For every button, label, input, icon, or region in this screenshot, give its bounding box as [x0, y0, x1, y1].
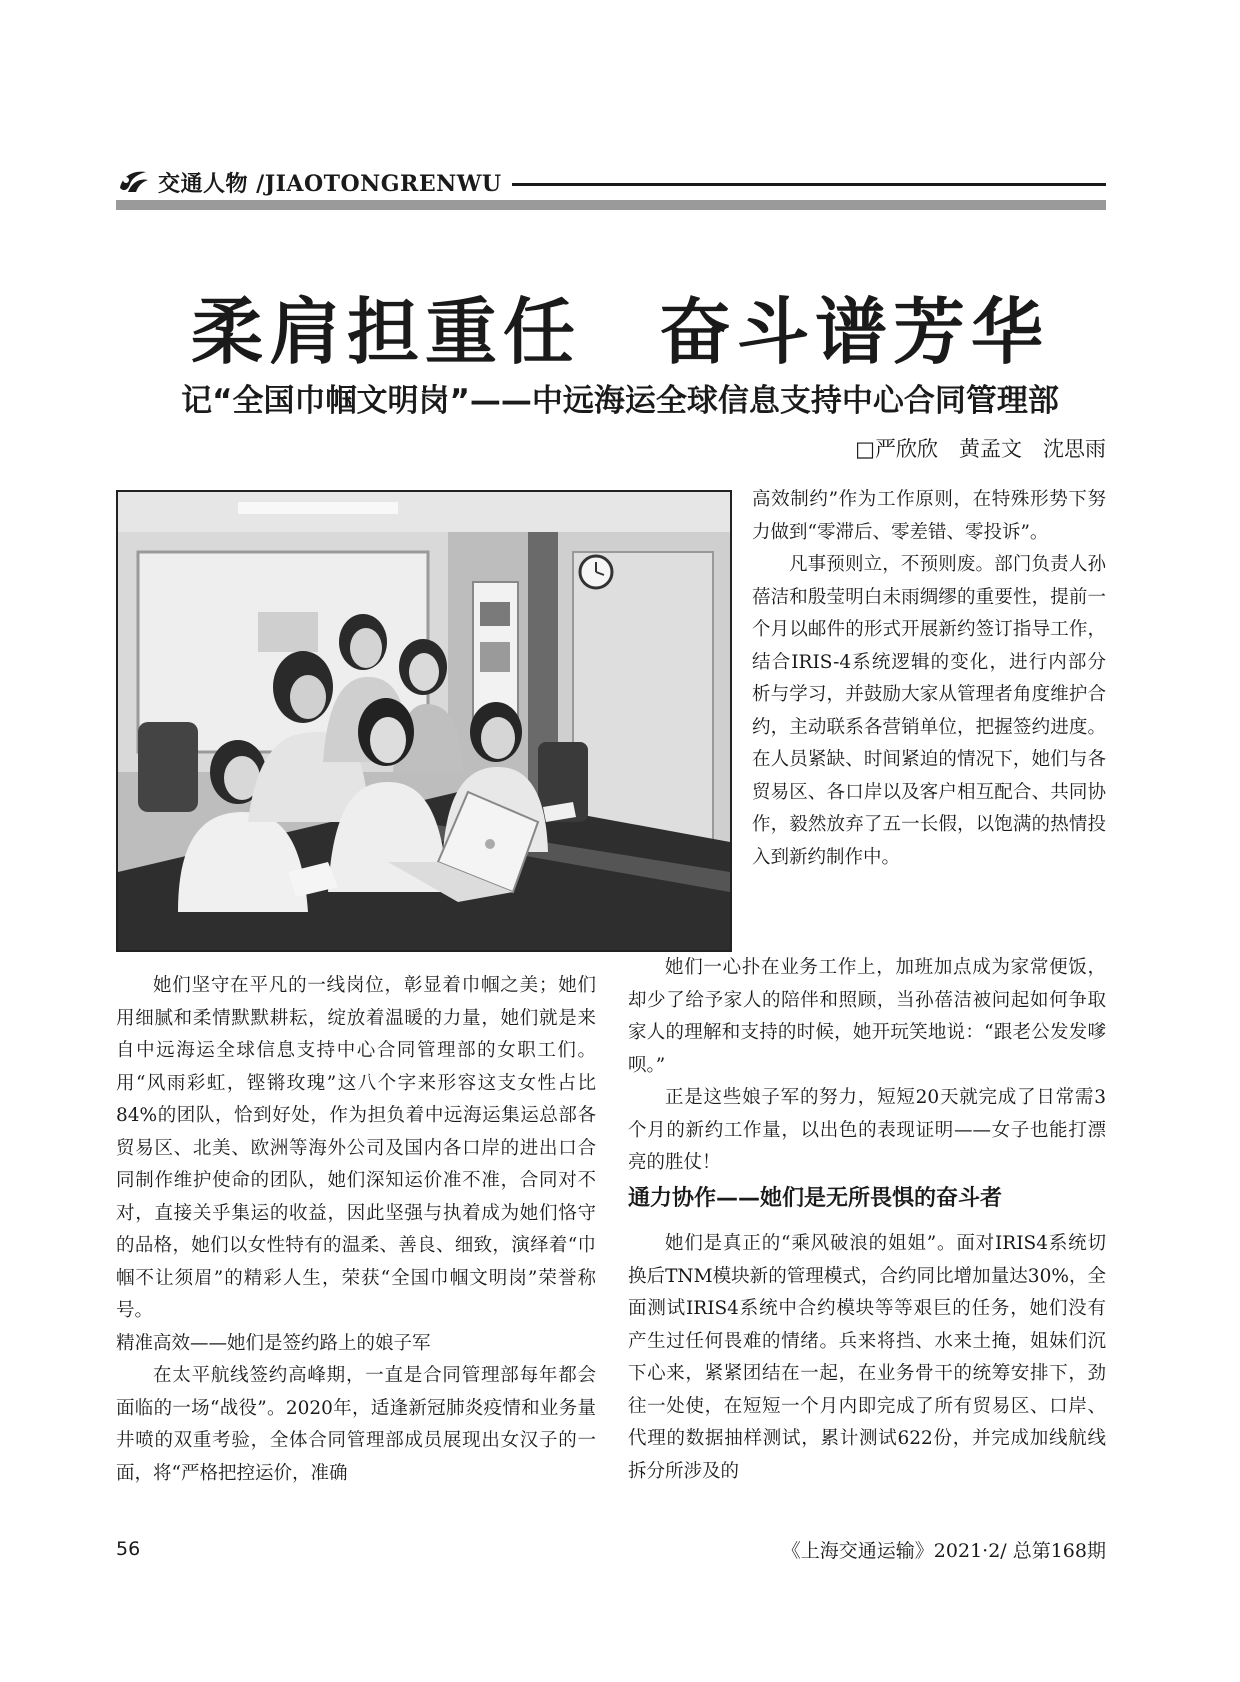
- left-column: [116, 970, 596, 1490]
- paragraph: 在太平航线签约高峰期，一直是合同管理部每年都会面临的一场“战役”。2020年，适逢新冠肺炎疫情和业务量井喷的双重考验，全体合同管理部成员展现出女汉子的一面，将“严格把控运价，准确: [116, 1365, 596, 1484]
- right-column-middle: [628, 952, 1106, 1180]
- page-number: 56: [116, 1538, 141, 1560]
- magazine-logo-icon: [116, 168, 150, 196]
- article-title: 柔肩担重任 奋斗谱芳华: [190, 289, 1049, 374]
- section-header: 交通人物 /JIAOTONGRENWU: [158, 171, 502, 197]
- section-heading-inline: 精准高效——她们是签约路上的娘子军: [116, 1332, 431, 1354]
- right-column-top: [752, 484, 1106, 874]
- section-heading: 通力协作——她们是无所畏惧的奋斗者: [628, 1186, 1003, 1211]
- paragraph: 她们是真正的“乘风破浪的姐姐”。面对IRIS4系统切换后TNM模块新的管理模式，合约同比增加量达30%，全面测试IRIS4系统中合约模块等等艰巨的任务，她们没有产生过任何畏难的情绪。兵来将挡、水来土掩，姐妹们沉下心来，紧紧团结在一起，在业务骨干的统筹安排下，劲往一处使，在短短一个月内即完成了所有贸易区、口岸、代理的数据抽样测试，累计测试622份，并完成加线航线拆分所涉及的: [628, 1233, 1106, 1482]
- paragraph: 她们一心扑在业务工作上，加班加点成为家常便饭，却少了给予家人的陪伴和照顾，当孙蓓洁被问起如何争取家人的理解和支持的时候，她开玩笑地说：“跟老公发发嗲呗。”: [628, 957, 1106, 1076]
- paragraph: 高效制约”作为工作原则，在特殊形势下努力做到“零滞后、零差错、零投诉”。: [752, 489, 1106, 543]
- paragraph: 凡事预则立，不预则废。部门负责人孙蓓洁和殷莹明白未雨绸缪的重要性，提前一个月以邮件的形式开展新约签订指导工作，结合IRIS-4系统逻辑的变化，进行内部分析与学习，并鼓励大家从管理者角度维护合约，主动联系各营销单位，把握签约进度。在人员紧缺、时间紧迫的情况下，她们与各贸易区、各口岸以及客户相互配合、共同协作，毅然放弃了五一长假，以饱满的热情投入到新约制作中。: [752, 554, 1106, 868]
- office-team-photo: [116, 490, 732, 952]
- header-gray-bar: [116, 200, 1106, 210]
- paragraph: 正是这些娘子军的努力，短短20天就完成了日常需3个月的新约工作量，以出色的表现证明——女子也能打漂亮的胜仗！: [628, 1087, 1106, 1173]
- article-authors: □严欣欣 黄孟文 沈思雨: [855, 437, 1106, 461]
- journal-footer: 《上海交通运输》2021·2/ 总第168期: [781, 1540, 1106, 1562]
- header-rule: [512, 183, 1106, 186]
- right-column-bottom: [628, 1228, 1106, 1488]
- paragraph: 她们坚守在平凡的一线岗位，彰显着巾帼之美；她们用细腻和柔情默默耕耘，绽放着温暖的力量，她们就是来自中远海运全球信息支持中心合同管理部的女职工们。用“风雨彩虹，铿锵玫瑰”这八个字来形容这支女性占比84%的团队，恰到好处，作为担负着中远海运集运总部各贸易区、北美、欧洲等海外公司及国内各口岸的进出口合同制作维护使命的团队，她们深知运价准不准，合同对不对，直接关乎集运的收益，因此坚强与执着成为她们恪守的品格，她们以女性特有的温柔、善良、细致，演绎着“巾帼不让须眉”的精彩人生，荣获“全国巾帼文明岗”荣誉称号。: [116, 975, 596, 1321]
- article-subtitle: 记“全国巾帼文明岗”——中远海运全球信息支持中心合同管理部: [181, 383, 1059, 419]
